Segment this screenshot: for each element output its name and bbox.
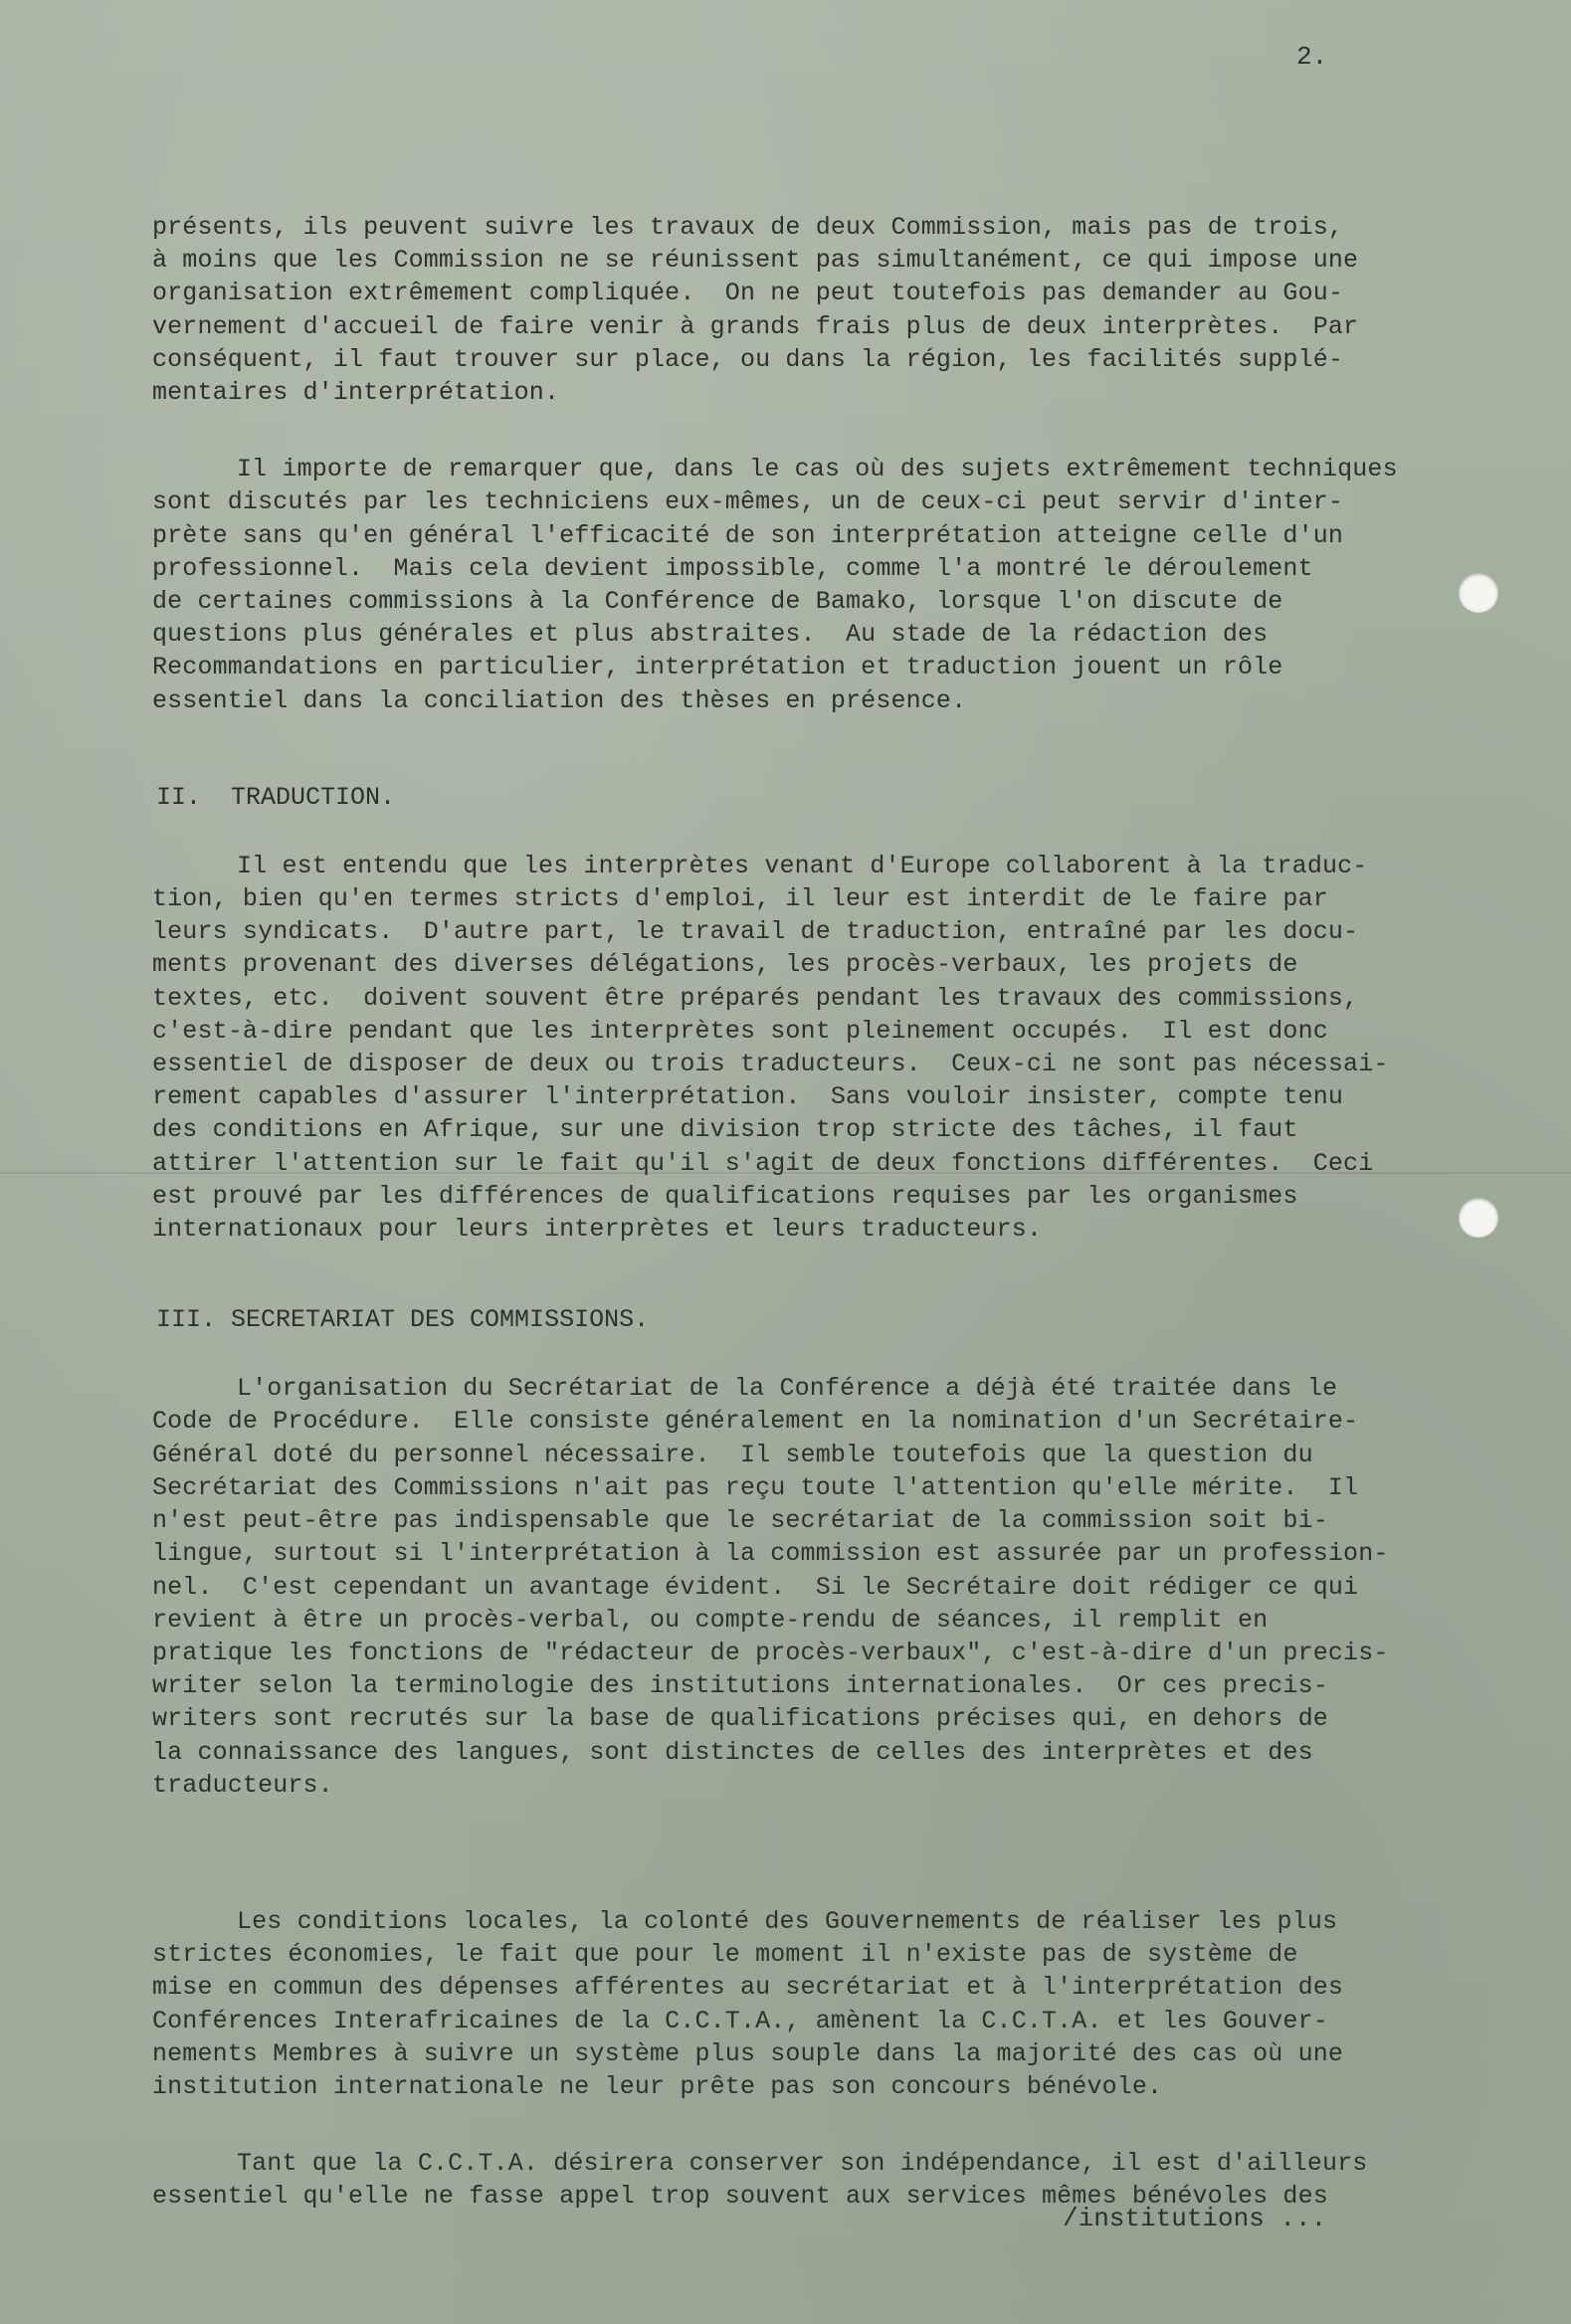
text-line: mentaires d'interprétation. [152,378,560,408]
text-line: essentiel de disposer de deux ou trois traducteurs. Ceux-ci ne sont pas nécessai- [152,1050,1389,1079]
text-line: mise en commun des dépenses afférentes au secrétariat et à l'interprétation des [152,1973,1344,2003]
text-line: vernement d'accueil de faire venir à grands frais plus de deux interprètes. Par [152,311,1359,341]
continuation-marker: /institutions ... [1063,2204,1327,2233]
text-line: à moins que les Commission ne se réunissent pas simultanément, ce qui impose une [152,246,1359,276]
paragraph-traduction [152,850,1515,1246]
text-line: internationaux pour leurs interprètes et leurs traducteurs. [152,1215,1042,1245]
text-line: prète sans qu'en général l'efficacité de son interprétation atteigne celle d'un [152,520,1344,550]
text-line: L'organisation du Secrétariat de la Conférence a déjà été traitée dans le [237,1374,1338,1404]
text-line: tion, bien qu'en termes stricts d'emploi, il leur est interdit de le faire par [152,884,1328,914]
text-line: Secrétariat des Commissions n'ait pas reçu toute l'attention qu'elle mérite. Il [152,1472,1359,1502]
text-line: attirer l'attention sur le fait qu'il s'agit de deux fonctions différentes. Ceci [152,1148,1374,1178]
section-heading-traduction: II. TRADUCTION. [156,782,396,812]
text-line: de certaines commissions à la Conférence de Bamako, lorsque l'on discute de [152,587,1283,617]
text-line: pratique les fonctions de "rédacteur de procès-verbaux", c'est-à-dire d'un precis- [152,1638,1389,1667]
text-line: Il importe de remarquer que, dans le cas où des sujets extrêmement techniques [237,455,1398,484]
text-line: nements Membres à suivre un système plus souple dans la majorité des cas où une [152,2038,1344,2068]
text-line: Tant que la C.C.T.A. désirera conserver son indépendance, il est d'ailleurs [237,2149,1368,2179]
paragraph-interpreters-count [152,211,1515,409]
text-line: Général doté du personnel nécessaire. Il semble toutefois que la question du [152,1440,1313,1469]
text-line: Conférences Interafricaines de la C.C.T.A., amènent la C.C.T.A. et les Gouver- [152,2006,1328,2035]
text-line: questions plus générales et plus abstraites. Au stade de la rédaction des [152,620,1269,650]
paragraph-secretariat [152,1372,1515,1802]
text-line: rement capables d'assurer l'interprétation. Sans vouloir insister, compte tenu [152,1082,1344,1112]
text-line: essentiel dans la conciliation des thèses en présence. [152,685,967,715]
page-number: 2. [1296,42,1328,72]
text-line: Recommandations en particulier, interprétation et traduction jouent un rôle [152,653,1283,682]
text-line: Il est entendu que les interprètes venant d'Europe collaborent à la traduc- [237,851,1368,880]
text-line: organisation extrêmement compliquée. On ne peut toutefois pas demander au Gou- [152,279,1344,308]
text-line: Les conditions locales, la colonté des Gouvernements de réaliser les plus [237,1906,1338,1936]
text-line: n'est peut-être pas indispensable que le secrétariat de la commission soit bi- [152,1506,1328,1536]
section-heading-secretariat: III. SECRETARIAT DES COMMISSIONS. [156,1305,650,1335]
document-body [152,211,1515,2257]
text-line: writers sont recrutés sur la base de qualifications précises qui, en dehors de [152,1704,1328,1734]
paragraph-local-conditions [152,1905,1515,2103]
text-line: strictes économies, le fait que pour le moment il n'existe pas de système de [152,1940,1298,1970]
paragraph-technical-subjects [152,453,1515,717]
text-line: professionnel. Mais cela devient impossible, comme l'a montré le déroulement [152,553,1313,583]
text-line: textes, etc. doivent souvent être préparés pendant les travaux des commissions, [152,983,1359,1013]
text-line: ments provenant des diverses délégations, les procès-verbaux, les projets de [152,950,1298,980]
text-line: conséquent, il faut trouver sur place, ou dans la région, les facilités supplé- [152,344,1344,374]
text-line: nel. C'est cependant un avantage évident. Si le Secrétaire doit rédiger ce qui [152,1572,1359,1602]
text-line: présents, ils peuvent suivre les travaux de deux Commission, mais pas de trois, [152,213,1344,242]
text-line: writer selon la terminologie des institutions internationales. Or ces precis- [152,1671,1328,1701]
text-line: c'est-à-dire pendant que les interprètes sont pleinement occupés. Il est donc [152,1016,1328,1046]
text-line: des conditions en Afrique, sur une division trop stricte des tâches, il faut [152,1115,1298,1145]
text-line: essentiel qu'elle ne fasse appel trop souvent aux services mêmes bénévoles des [152,2182,1328,2212]
text-line: revient à être un procès-verbal, ou compte-rendu de séances, il remplit en [152,1605,1269,1635]
text-line: Code de Procédure. Elle consiste généralement en la nomination d'un Secrétaire- [152,1407,1359,1437]
text-line: lingue, surtout si l'interprétation à la commission est assurée par un profession- [152,1539,1389,1569]
text-line: institution internationale ne leur prête pas son concours bénévole. [152,2071,1163,2101]
text-line: est prouvé par les différences de qualifications requises par les organismes [152,1181,1298,1211]
text-line: traducteurs. [152,1770,333,1800]
text-line: la connaissance des langues, sont distinctes de celles des interprètes et des [152,1737,1313,1767]
text-line: sont discutés par les techniciens eux-mêmes, un de ceux-ci peut servir d'inter- [152,487,1344,517]
text-line: leurs syndicats. D'autre part, le travail de traduction, entraîné par les docu- [152,917,1359,947]
